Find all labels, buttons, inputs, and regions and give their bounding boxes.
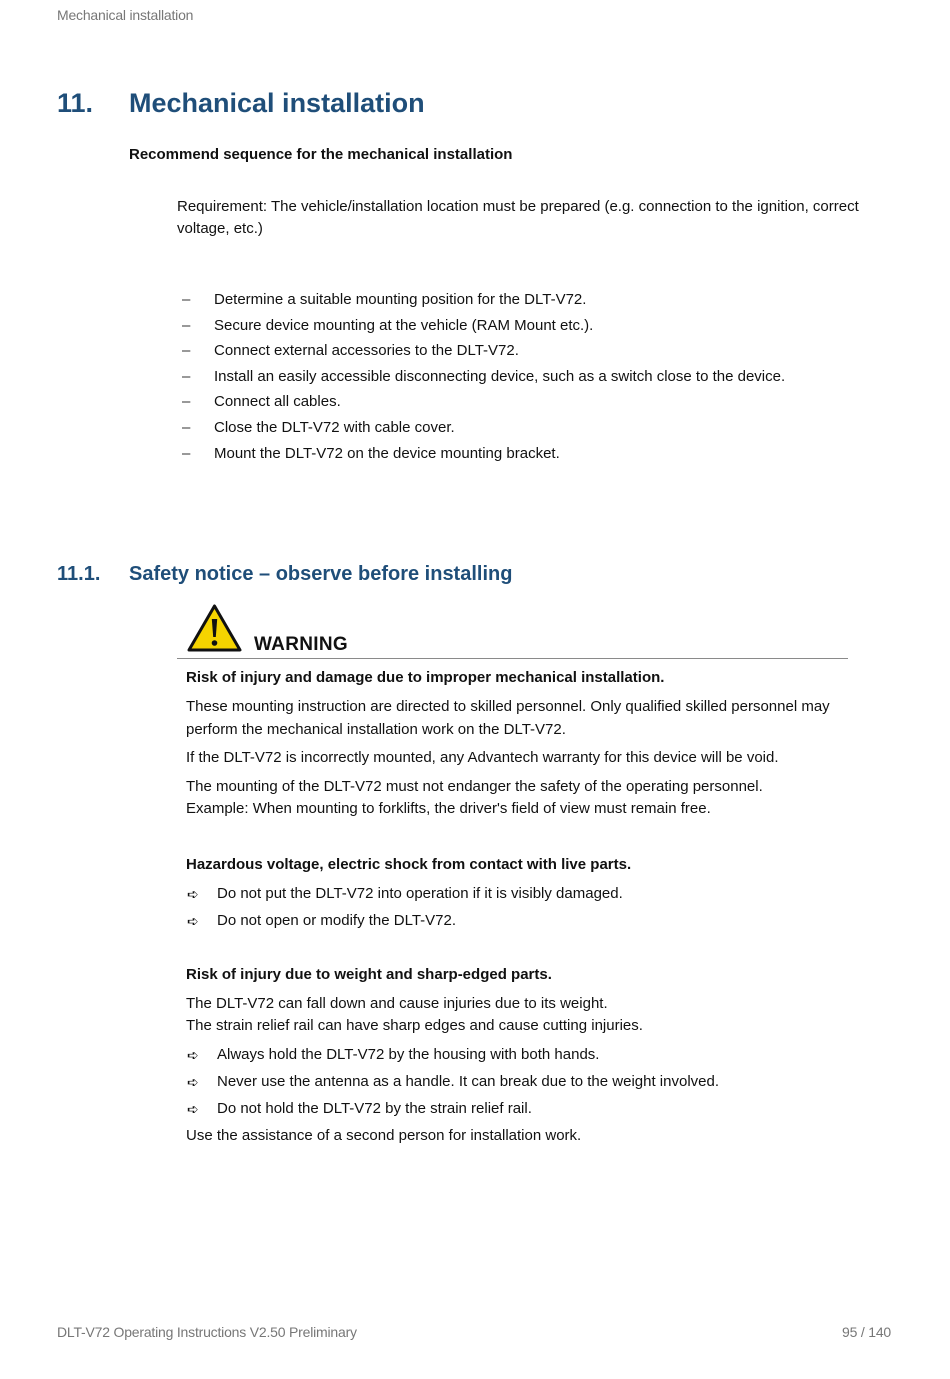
step-text: Mount the DLT-V72 on the device mounting bracket.	[214, 444, 560, 462]
step-text: Connect external accessories to the DLT-V72.	[214, 342, 519, 360]
warning-subheading: Risk of injury and damage due to improper mechanical installation.	[186, 669, 665, 686]
sequence-subheading: Recommend sequence for the mechanical installation	[129, 146, 513, 163]
warning-divider	[177, 658, 848, 659]
instruction-text: Do not put the DLT-V72 into operation if it is visibly damaged.	[217, 884, 623, 902]
instruction-text: Always hold the DLT-V72 by the housing with both hands.	[217, 1045, 600, 1063]
step-text: Connect all cables.	[214, 393, 341, 411]
dash-bullet: –	[182, 418, 191, 436]
step-text: Determine a suitable mounting position for the DLT-V72.	[214, 291, 587, 308]
footer-document-title: DLT-V72 Operating Instructions V2.50 Preliminary	[57, 1324, 357, 1340]
step-text: Secure device mounting at the vehicle (RAM Mount etc.).	[214, 316, 594, 334]
instruction-text: Do not open or modify the DLT-V72.	[217, 911, 457, 929]
dash-bullet: –	[182, 316, 191, 334]
chapter-number: 11.	[57, 88, 94, 118]
footer-page-number: 95 / 140	[842, 1324, 891, 1340]
step-text: Close the DLT-V72 with cable cover.	[214, 418, 455, 436]
list-item	[186, 883, 846, 905]
warning-paragraph	[186, 776, 846, 821]
warning-subheading: Risk of injury due to weight and sharp-edged parts.	[186, 965, 552, 983]
section-title: Safety notice – observe before installing	[129, 563, 513, 585]
chapter-title: Mechanical installation	[129, 88, 425, 118]
dash-bullet: –	[182, 342, 191, 360]
dash-bullet: –	[182, 393, 191, 411]
warning-paragraph	[186, 993, 846, 1038]
warning-line: The strain relief rail can have sharp edges and cause cutting injuries.	[186, 1017, 643, 1034]
warning-triangle-icon	[187, 604, 242, 652]
arrow-bullet-icon: ➪	[187, 1100, 199, 1117]
warning-title: WARNING	[254, 634, 348, 655]
list-item	[186, 1071, 846, 1093]
warning-line: The mounting of the DLT-V72 must not endanger the safety of the operating personnel.	[186, 777, 763, 795]
instruction-text: Never use the antenna as a handle. It can break due to the weight involved.	[217, 1072, 720, 1090]
instruction-text: Do not hold the DLT-V72 by the strain relief rail.	[217, 1099, 532, 1117]
arrow-bullet-icon: ➪	[187, 1073, 199, 1090]
running-header: Mechanical installation	[57, 7, 194, 23]
warning-body	[186, 667, 846, 1153]
dash-bullet: –	[182, 291, 191, 308]
arrow-bullet-icon: ➪	[187, 1046, 199, 1063]
list-item	[186, 1098, 846, 1120]
warning-line: Example: When mounting to forklifts, the driver's field of view must remain free.	[186, 800, 711, 817]
list-item	[186, 1044, 846, 1066]
warning-paragraph: If the DLT-V72 is incorrectly mounted, any Advantech warranty for this device will be void.	[186, 749, 779, 766]
dash-bullet: –	[182, 444, 191, 462]
requirement-paragraph: Requirement: The vehicle/installation location must be prepared (e.g. connection to the ignition, correct voltage, etc.)	[177, 198, 859, 237]
warning-paragraph: These mounting instruction are directed to skilled personnel. Only qualified skilled personnel may perform the mechanical installation work on the DLT-V72.	[186, 698, 830, 738]
list-item	[186, 910, 846, 932]
warning-paragraph: Use the assistance of a second person for installation work.	[186, 1126, 582, 1144]
warning-line: The DLT-V72 can fall down and cause injuries due to its weight.	[186, 994, 608, 1012]
dash-bullet: –	[182, 367, 191, 385]
arrow-bullet-icon: ➪	[187, 885, 199, 902]
arrow-bullet-icon: ➪	[187, 912, 199, 929]
step-text: Install an easily accessible disconnecting device, such as a switch close to the device.	[214, 367, 786, 385]
section-number: 11.1.	[57, 563, 101, 585]
warning-subheading: Hazardous voltage, electric shock from contact with live parts.	[186, 855, 632, 873]
